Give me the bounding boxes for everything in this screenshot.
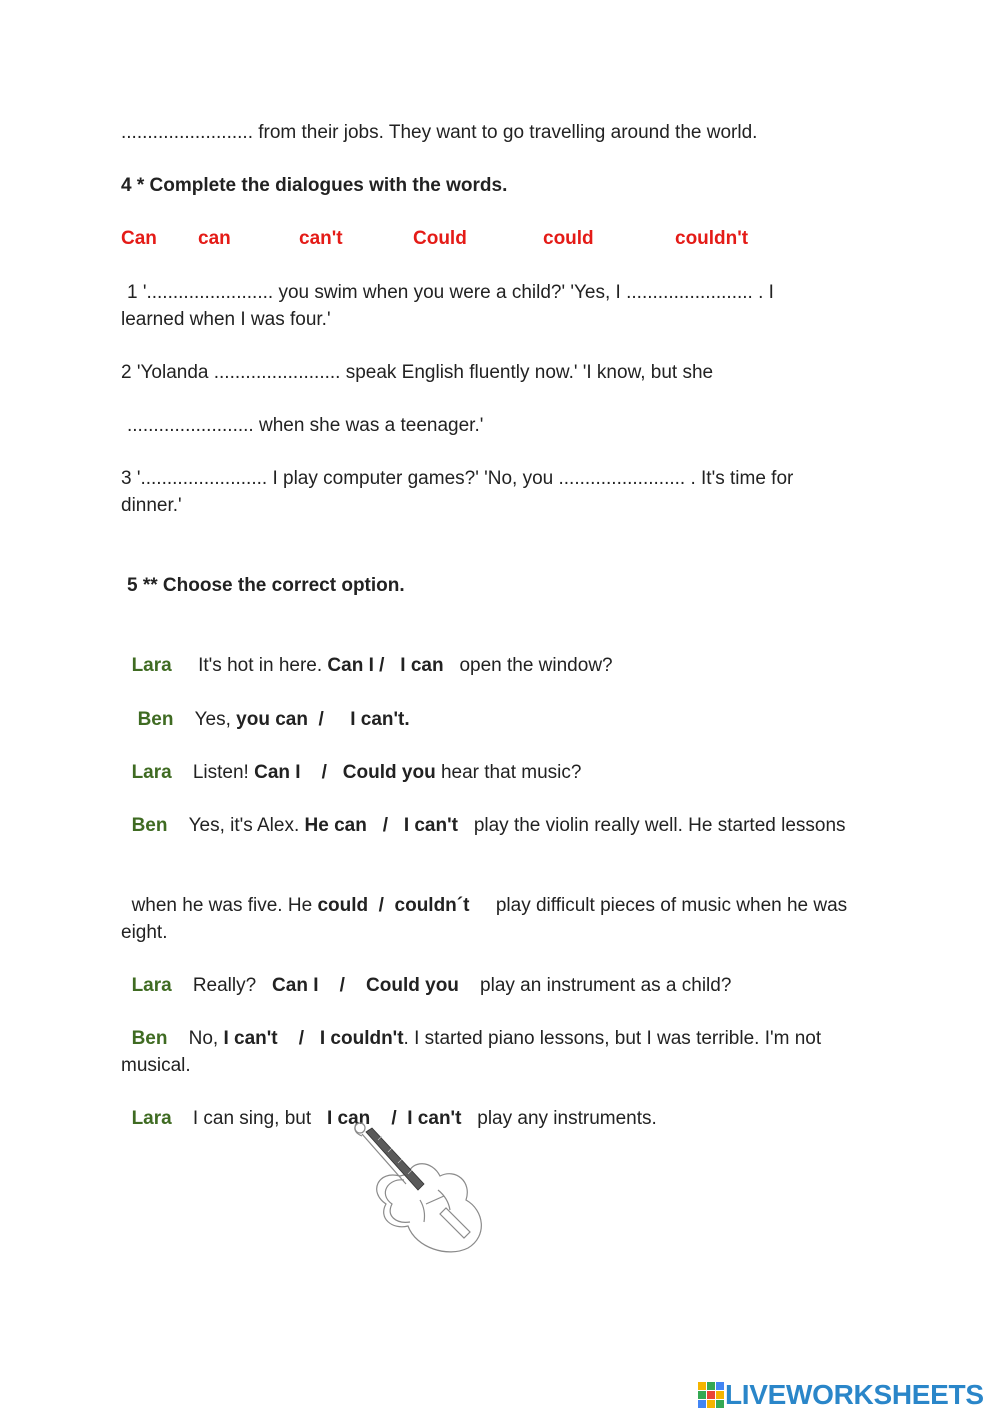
- option-2[interactable]: I can't: [407, 1108, 462, 1129]
- line-pre: It's hot in here.: [198, 655, 323, 676]
- line-post: play any instruments.: [477, 1108, 657, 1129]
- speaker-name: Ben: [137, 709, 174, 730]
- line-post: play difficult pieces of music when he was eight.: [121, 895, 853, 943]
- word-bank-item: can't: [299, 228, 343, 249]
- option-1[interactable]: could: [317, 895, 369, 916]
- option-separator: /: [339, 975, 345, 996]
- section4-heading: 4 * Complete the dialogues with the words.: [121, 175, 508, 196]
- speaker-name: Ben: [131, 815, 168, 836]
- word-bank-item: could: [543, 228, 594, 249]
- line-pre: Yes,: [194, 709, 231, 730]
- line-pre: Listen!: [192, 762, 249, 783]
- option-line: [127, 679, 867, 733]
- option-separator: /: [298, 1028, 305, 1049]
- intro-line: ......................... from their jobs. They want to go travelling around the world.: [121, 122, 758, 143]
- speaker-name: Lara: [131, 655, 172, 676]
- option-1[interactable]: Can I /: [327, 655, 385, 676]
- word-bank-item: couldn't: [675, 228, 749, 249]
- speaker-name: Ben: [131, 1028, 168, 1049]
- dialogue-item-2-cont: ........................ when she was a teenager.': [127, 415, 484, 436]
- option-2[interactable]: I can: [400, 655, 444, 676]
- line-pre: Really?: [192, 975, 257, 996]
- dialogue-item-1: 1 '........................ you swim when you were a child?' 'Yes, I ........................ . I learned when I was four.': [121, 282, 780, 330]
- option-separator: /: [391, 1108, 397, 1129]
- line-pre: when he was five. He: [131, 895, 313, 916]
- option-1[interactable]: He can: [304, 815, 367, 836]
- option-2[interactable]: I couldn't: [319, 1028, 404, 1049]
- option-1[interactable]: I can: [326, 1108, 371, 1129]
- option-1[interactable]: you can: [236, 709, 308, 730]
- option-line: [121, 865, 851, 946]
- speaker-name: Lara: [131, 1108, 172, 1129]
- liveworksheets-logo-icon: [697, 1380, 725, 1410]
- liveworksheets-logo-text: LIVEWORKSHEETS: [725, 1379, 984, 1410]
- option-separator: /: [321, 762, 327, 783]
- line-post: hear that music?: [440, 762, 582, 783]
- option-2[interactable]: I can't: [403, 815, 458, 836]
- line-post: play an instrument as a child?: [480, 975, 732, 996]
- option-2[interactable]: Could you: [366, 975, 459, 996]
- line-pre: I can sing, but: [192, 1108, 312, 1129]
- speaker-name: Lara: [131, 762, 172, 783]
- violin-icon: [348, 1118, 493, 1263]
- option-2[interactable]: I can't.: [350, 709, 410, 730]
- option-line: [121, 998, 856, 1079]
- section5-heading: 5 ** Choose the correct option.: [127, 575, 405, 596]
- dialogue-item-2: 2 'Yolanda ........................ speak English fluently now.' 'I know, but she: [121, 362, 714, 383]
- line-post: . I started piano lessons, but I was terrible. I'm not musical.: [121, 1028, 827, 1076]
- speaker-name: Lara: [131, 975, 172, 996]
- option-1[interactable]: Can I: [254, 762, 301, 783]
- option-2[interactable]: Could you: [342, 762, 436, 783]
- line-pre: Yes, it's Alex.: [188, 815, 300, 836]
- line-post: open the window?: [459, 655, 613, 676]
- option-line: [121, 625, 861, 679]
- option-separator: /: [378, 895, 384, 916]
- option-line: [121, 945, 861, 999]
- liveworksheets-logo: [697, 1378, 984, 1412]
- option-1[interactable]: I can't: [223, 1028, 278, 1049]
- option-1[interactable]: Can I: [272, 975, 319, 996]
- word-bank-item: Can: [121, 228, 157, 249]
- dialogue-item-3: 3 '........................ I play computer games?' 'No, you ........................ . It's time for dinner.': [121, 468, 799, 516]
- option-separator: /: [318, 709, 324, 730]
- line-post: play the violin really well. He started lessons: [473, 815, 846, 836]
- line-pre: No,: [188, 1028, 219, 1049]
- option-line: [121, 732, 861, 786]
- option-line: [121, 785, 851, 839]
- word-bank-item: Could: [413, 228, 467, 249]
- word-bank-item: can: [198, 228, 231, 249]
- option-2[interactable]: couldn´t: [394, 895, 470, 916]
- option-separator: /: [382, 815, 388, 836]
